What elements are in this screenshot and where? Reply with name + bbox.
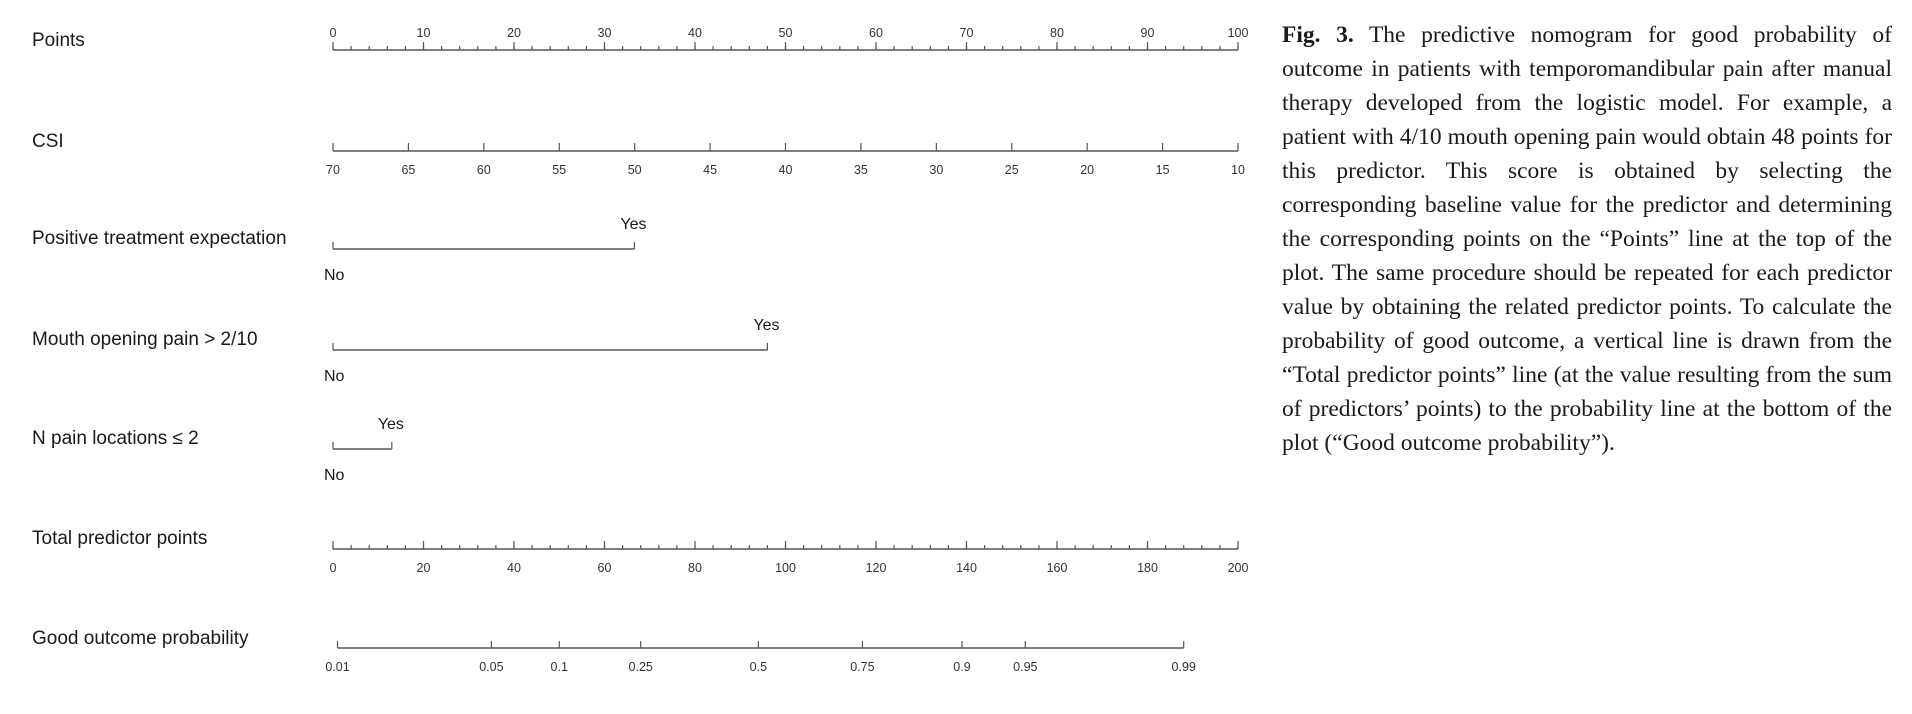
tick-label-csi: 45 bbox=[703, 163, 718, 177]
tick-label-prob: 0.5 bbox=[749, 660, 768, 674]
tick-label-points: 30 bbox=[597, 26, 612, 40]
tick-label-prob: 0.01 bbox=[325, 660, 350, 674]
tick-label-points: 10 bbox=[416, 26, 431, 40]
tick-label-csi: 30 bbox=[929, 163, 944, 177]
tick-label-csi: 65 bbox=[401, 163, 416, 177]
tick-label-points: 100 bbox=[1227, 26, 1249, 40]
tick-label-total: 100 bbox=[775, 561, 796, 575]
caption-lead: Fig. 3. bbox=[1282, 22, 1354, 48]
figure-caption bbox=[1282, 18, 1892, 460]
category-label-no-locations: No bbox=[324, 467, 345, 484]
tick-label-total: 120 bbox=[865, 561, 887, 575]
row-label-prob: Good outcome probability bbox=[32, 628, 249, 649]
tick-label-total: 200 bbox=[1227, 561, 1249, 575]
tick-label-prob: 0.95 bbox=[1013, 660, 1038, 674]
row-label-expectation: Positive treatment expectation bbox=[32, 228, 287, 249]
tick-label-total: 0 bbox=[329, 561, 337, 575]
tick-label-total: 60 bbox=[597, 561, 612, 575]
tick-label-points: 0 bbox=[329, 26, 337, 40]
tick-label-csi: 60 bbox=[476, 163, 491, 177]
category-label-yes-expectation: Yes bbox=[620, 216, 647, 233]
row-label-points: Points bbox=[32, 30, 85, 51]
tick-label-csi: 40 bbox=[778, 163, 793, 177]
caption-text: The predictive nomogram for good probability of outcome in patients with temporomandibular pain after manual therapy developed from the logistic model. For example, a patient with 4/10 mouth opening pain would obtain 48 points for this predictor. This score is obtained by selecting the corresponding baseline value for the predictor and determining the corresponding points on the “Points” line at the top of the plot. The same procedure should be repeated for each predictor value by obtaining the related predictor points. To calculate the probability of good outcome, a vertical line is drawn from the “Total predictor points” line (at the value resulting from the sum of predictors’ points) to the probability line at the bottom of the plot (“Good outcome probability”). bbox=[1282, 22, 1892, 456]
tick-label-total: 180 bbox=[1137, 561, 1158, 575]
tick-label-points: 70 bbox=[959, 26, 974, 40]
tick-label-csi: 55 bbox=[552, 163, 567, 177]
tick-label-csi: 10 bbox=[1231, 163, 1245, 177]
tick-label-prob: 0.25 bbox=[628, 660, 653, 674]
category-label-yes-locations: Yes bbox=[377, 416, 404, 433]
tick-label-prob: 0.75 bbox=[850, 660, 875, 674]
tick-label-csi: 50 bbox=[627, 163, 642, 177]
tick-label-csi: 25 bbox=[1004, 163, 1019, 177]
tick-label-csi: 35 bbox=[853, 163, 868, 177]
tick-label-csi: 70 bbox=[326, 163, 340, 177]
tick-label-points: 90 bbox=[1140, 26, 1155, 40]
tick-label-total: 80 bbox=[688, 561, 702, 575]
tick-label-csi: 20 bbox=[1080, 163, 1095, 177]
tick-label-points: 60 bbox=[869, 26, 883, 40]
category-label-yes-mouth: Yes bbox=[753, 317, 780, 334]
row-label-mouth: Mouth opening pain > 2/10 bbox=[32, 329, 258, 350]
tick-label-prob: 0.9 bbox=[953, 660, 971, 674]
tick-label-csi: 15 bbox=[1155, 163, 1170, 177]
tick-label-prob: 0.99 bbox=[1171, 660, 1196, 674]
tick-label-total: 20 bbox=[416, 561, 431, 575]
row-label-total: Total predictor points bbox=[32, 528, 208, 549]
tick-label-prob: 0.05 bbox=[479, 660, 504, 674]
tick-label-points: 20 bbox=[507, 26, 521, 40]
category-label-no-expectation: No bbox=[324, 267, 345, 284]
row-label-locations: N pain locations ≤ 2 bbox=[32, 428, 199, 449]
category-label-no-mouth: No bbox=[324, 368, 345, 385]
tick-label-points: 40 bbox=[688, 26, 702, 40]
tick-label-points: 50 bbox=[778, 26, 793, 40]
tick-label-total: 140 bbox=[956, 561, 977, 575]
tick-label-total: 160 bbox=[1046, 561, 1068, 575]
tick-label-total: 40 bbox=[507, 561, 521, 575]
row-label-csi: CSI bbox=[32, 131, 64, 152]
tick-label-prob: 0.1 bbox=[550, 660, 568, 674]
tick-label-points: 80 bbox=[1050, 26, 1064, 40]
